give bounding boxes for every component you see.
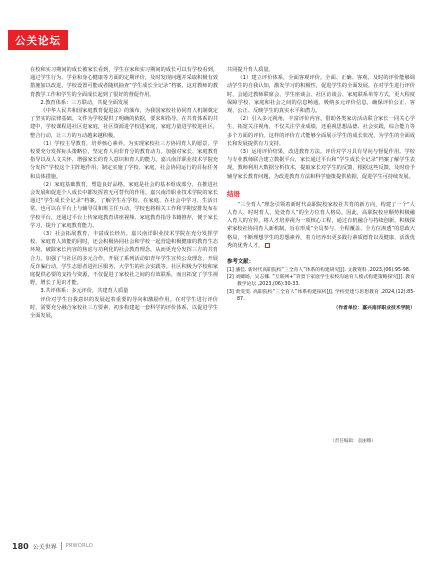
page-footer: [12, 540, 93, 552]
section-header-label: 公关论坛: [8, 30, 68, 50]
reference-item: [3] 黄雯雯. 高职院校“三全育人”体系构建探析[J]. 学校党建与思想教育 ,2024,(12):85-87.: [227, 289, 415, 302]
body-paragraph: 在校和实习期间的成长被家长看到，学生在家和实习期间的成长可以有学校看到。通过学生行为、学业和身心健康等方面的定期评价，及时发现问题并采取积极有效措施加以改进。学校设置可能或者随机抽查“学生成长全记录”档案，这对教师的教育教学工作和学生的全面成长起到了很好的督促作用。: [30, 67, 218, 98]
body-paragraph: 共同提升育人质量。: [227, 67, 274, 73]
body-paragraph: （3）社会拓展教育，丰富成长经历。嘉兴南洋职业技术学院在充分发挥学校、家庭育人效能的同时，还会积极协同社会和学校一起营造积极健康的教育生态环境，破除家长内容的焦虑与功利化的社会教育理念。从而更充分发挥三方的共育合力。加强了与社区的多元合作，开展了系列活动如青年学生宣传公众理念，开展反诈骗行动，学生志愿者进社区服务，大学生的社会实践等。社区积极为学校和家庭提供必要的支持与资源，不仅促进了家校社之间的有效联系，而且拓宽了学生视野，增长了见识才能。: [30, 231, 218, 287]
body-paragraph: 《中华人民共和国家庭教育促进法》的颁布，为我国家校社协同育人机制奠定了坚实的法律基础。文件为学校提供了明确的依据，要求和指导。在共育体系的共建中，学校课程进社区进家庭，社区资源进学校进家庭，家庭力量进学校进社区，整合行动，让三方的互动越来越积极。: [30, 108, 218, 139]
responsible-editor: （责任编辑：袁丽娜）: [330, 439, 376, 444]
body-paragraph-subheading: 2.教育体系：三方联动，共促全面发展: [40, 99, 129, 106]
body-paragraph: （2）家庭基础教育，塑造良好品格。家庭是社会的基本组成部分，在推进社会发展和促进个人成长中都发挥着无可替代的作用。嘉兴南洋职业技术学院的家长通过“学生成长全记录”档案，了解学生在学校、在家庭、在社会中学习、生活日常，也可以在平台上与辅导员和班主任互动，学校也将相关工作和学期安排发布在学校平台，还通过平台上传家庭教育讲座视频、家庭教育指导书籍推荐，便于家长学习，提升了家庭教育能力。: [30, 181, 218, 229]
body-paragraph: 评价对学生自我意识的发展起着重要的导向和激励作用。在对学生进行评价时，需要充分融合家校社三方要素，初步构建起一套科学的评价体系，以促进学生全面发展，: [30, 296, 218, 320]
journal-name-cn: 公关世界: [32, 543, 57, 551]
body-paragraph: （1）学校主导教育，培养核心素养。为实现家校社三方协同育人的愿景，学校要充分发挥标头策略位，坚定育人向非育分的教育动力。加强对家长、家庭教育指导以及人文关怀，增强家长的育人意识和育人的能力。嘉兴南洋职业技术学院充分发挥“学校这个主阵地作用，制定实施了学校、家庭、社会协同运行的目标任务和具体措施。: [30, 140, 218, 180]
conclusion-text: “三全育人”理念引领着新时代高职院校家校社共育的新方向，构建了一个“人人育人、时时育人、处处育人”的全方位育人格局。因此，高职院校应顺势积极融入育人的宣传，将人才培养视为一项核心工程，通过有机融合与持续创新，积极探索家校社协同育人新机制。旨在形成“全员参与、全程覆盖、全方位渗透”的思政大格局，不断理想学生的思想素养，着力培养出更多践行素质德育以及健康、活泼优秀的优秀人才。: [227, 201, 415, 249]
page-number: 180: [12, 541, 29, 551]
body-paragraph-subheading: 3.共评体系：多元评价，共建育人质量: [40, 288, 129, 295]
body-paragraph: （3）运用评价结果，改进教育方法。评价对学习具有导向与督促作用。学校与专业教师联合建立数据平台，家长通过平台和“学生成长全记录”档案了解学生表现。教师利用大数据分析技术，提取家长对学生的反馈，根据这些反馈，及时给予辅导家长教育问题，为改进教育方法和科学施策提供依据，促进学生可持续发展。: [227, 149, 415, 180]
conclusion-title: 结语: [227, 189, 240, 198]
footer-divider: [61, 542, 62, 550]
reference-item: [2] 刘卿旸，吴志娜. “互联网+”背景下家庭学生家校沟通育人模式构建策略探究[J]. 教育教学论坛 ,2023,(06):30-33.: [227, 275, 415, 288]
body-paragraph: （2）引入多元视角，丰富评价内容。借助各类家访活动联合家长一同关心学生，拓宽关注视角，不仅关注学业成绩，还重视思想品德、社会实践，综合能力等多个方面的评价。这样的评价方式能够全面展示学生的成长状况，为学生的全面成长和发展提供有力支持。: [227, 116, 415, 147]
author-affiliation: （作者单位：嘉兴南洋职业技术学院）: [333, 306, 415, 312]
references-title: 参考文献：: [227, 259, 254, 266]
journal-name-en: PRWORLD: [65, 543, 94, 549]
end-of-article-icon: [265, 243, 270, 248]
reference-item: [1] 潘佳. 新时代高职院校“三全育人”体系的构建研究[J]. 文教资料 ,2023,(06):95-98.: [227, 268, 411, 274]
conclusion-paragraph: [227, 201, 415, 250]
body-paragraph: （1）建立评价体系，全面客观评价。全面、正确、客观、及时的评价能够调动学生的自我认知，激发学习的积极性，促进学生的全面发展。在对学生进行评价时，会通过教师联席会、学生座谈会、社区访谈会、家庭联系单等方式，更大程度保障学校、家庭和社会之间的信息畅通。吸纳多元评价信息，确保评价公正、客观、公正、反映学生的真实水平和潜力。: [227, 75, 415, 115]
left-column: [30, 66, 218, 320]
right-column: [227, 66, 415, 312]
